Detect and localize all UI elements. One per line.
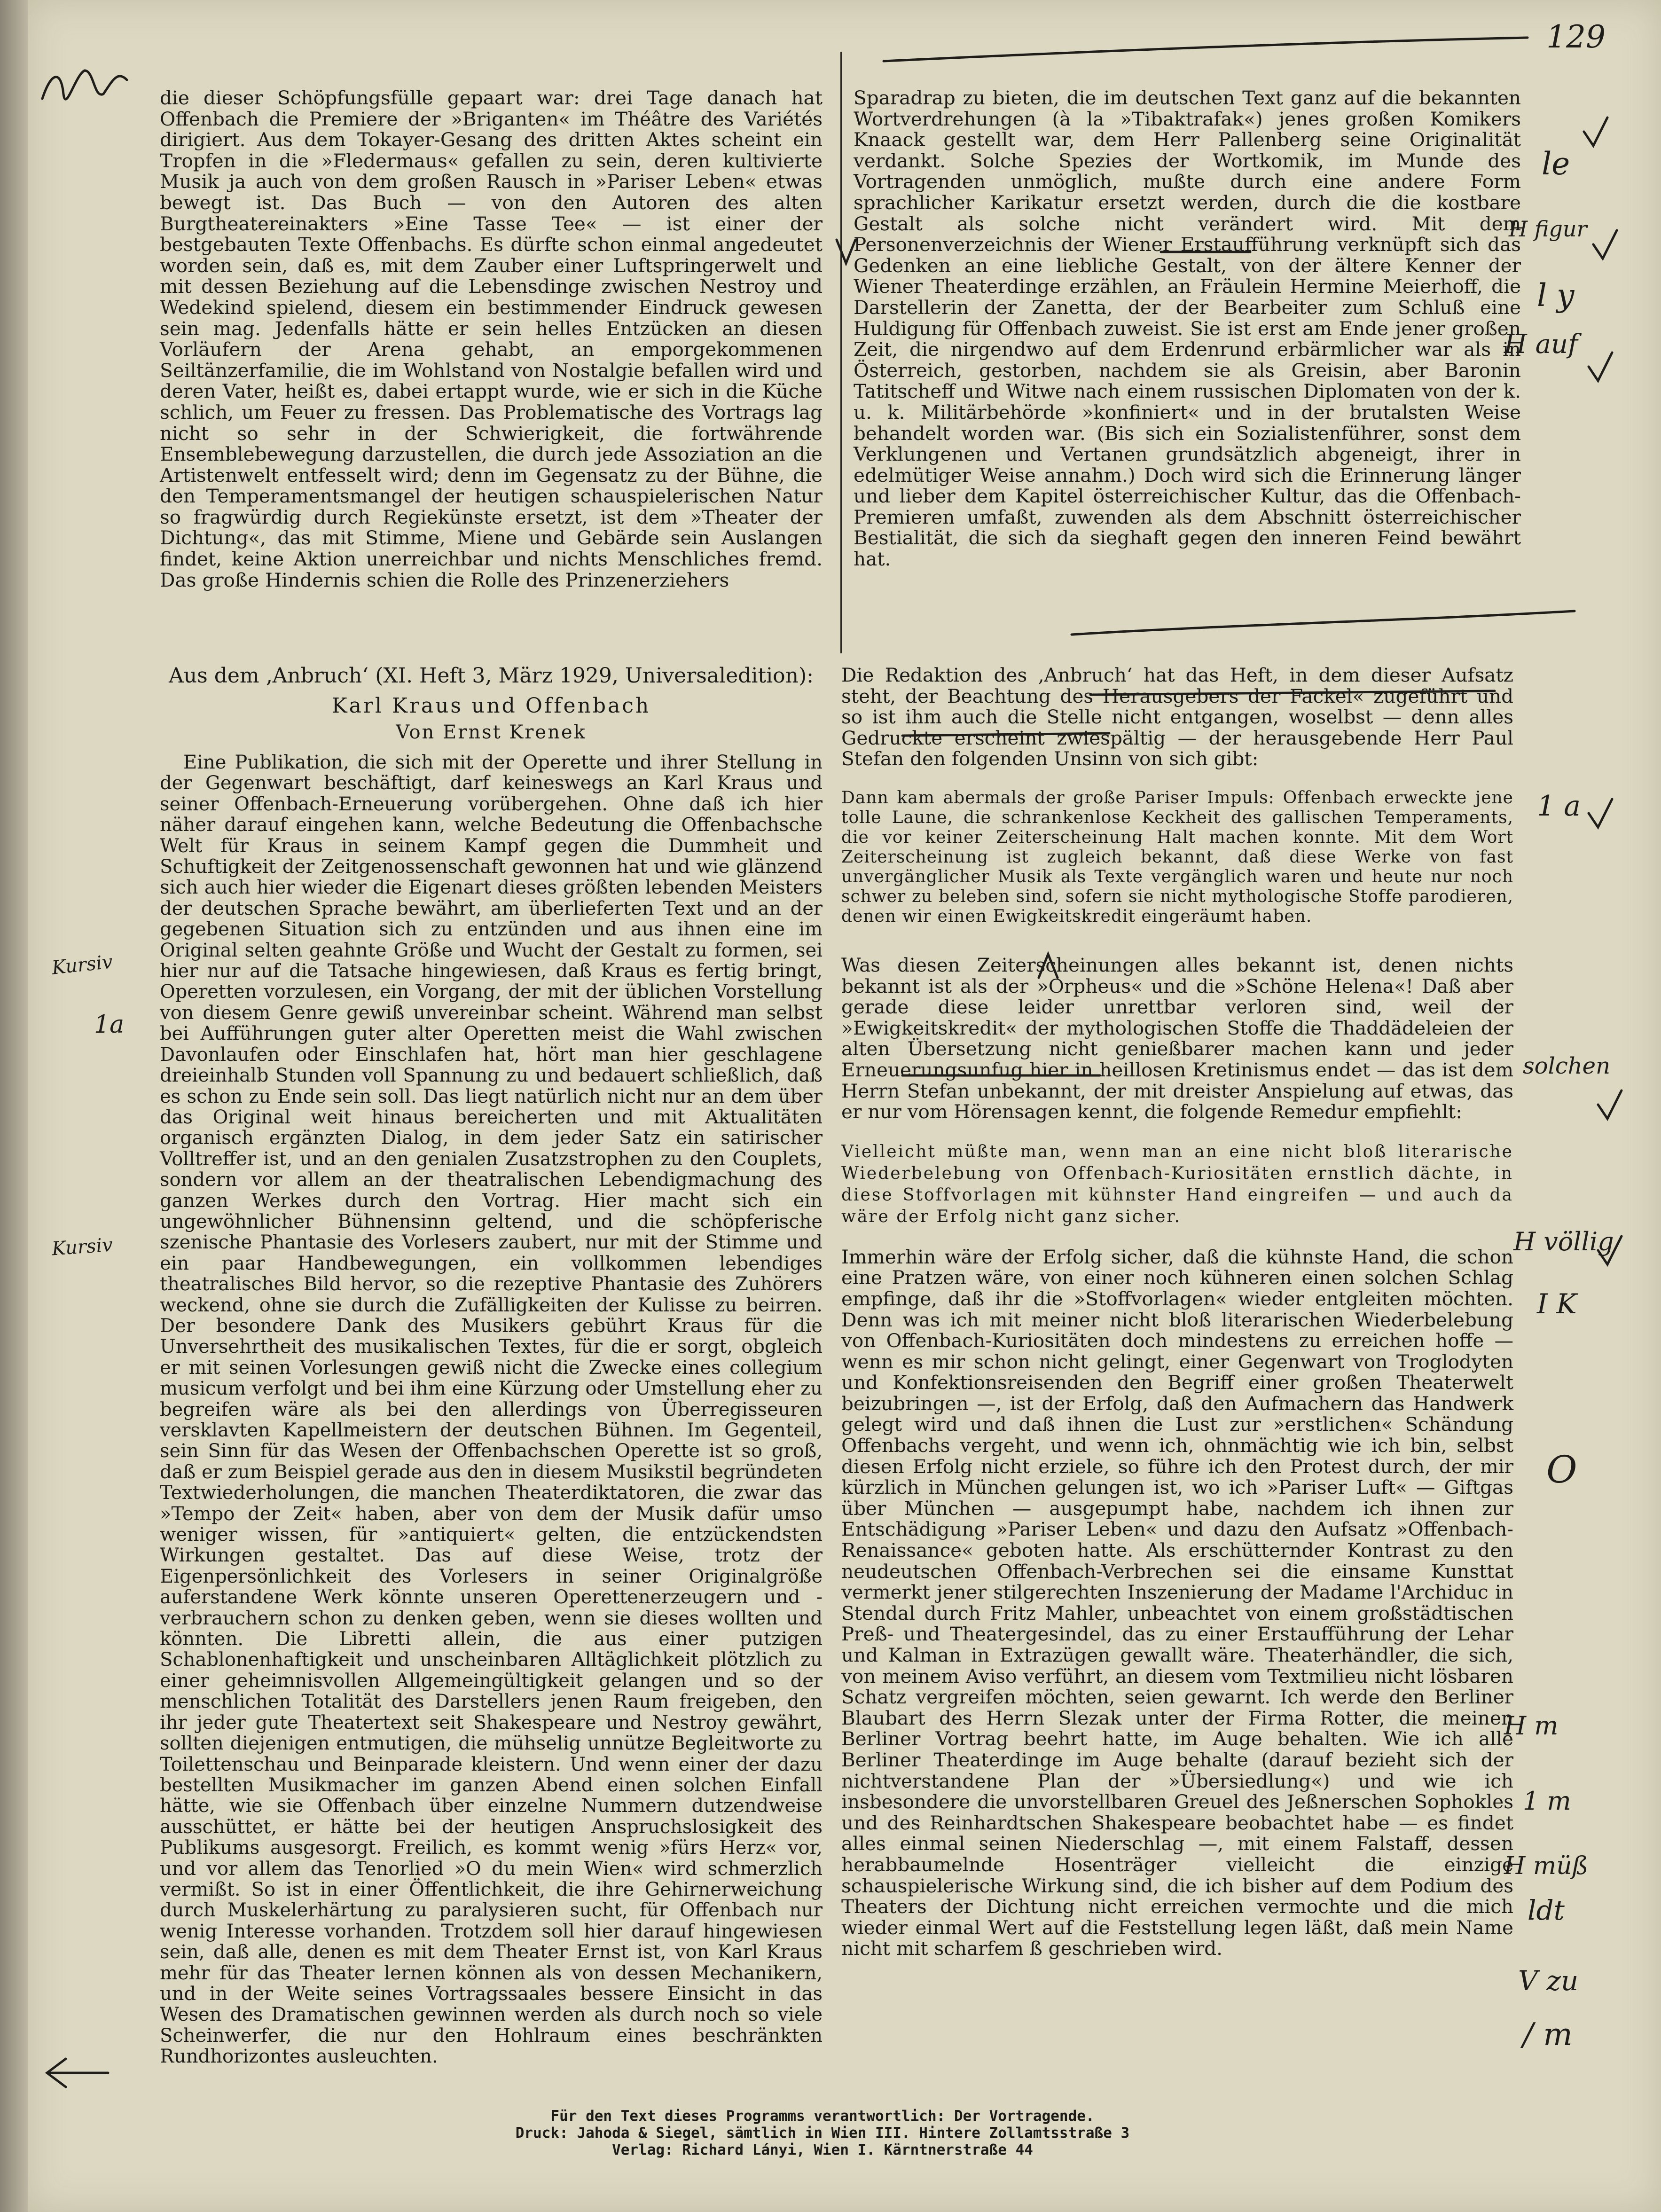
- bottom-right-column: [841, 665, 1513, 1959]
- article-author: Von Ernst Krenek: [396, 722, 587, 743]
- zeiterscheinungen-paragraph: Was diesen Zeiterscheinungen alles bekannt ist, denen nichts bekannt ist als der »Orpheus« und die »Schöne Helena«! Daß aber gerade diese leider unrettbar verloren sind, weil der »Ewigkeitskredit« der mythologischen Stoffe die Thaddädeleien der alten Übersetzung nicht genießbarer machen kann und jeder Erneuerungsunfug hier in heillosen Kretinismus endet — das ist dem Herrn Stefan unbekannt, der mit dreister Anspielung auf etwas, das er nur vom Hörensagen kennt, die folgende Remedur empfiehlt:: [841, 953, 1513, 1123]
- margin-note-ldt: ldt: [1528, 1894, 1565, 1926]
- margin-note-hm: H m: [1504, 1711, 1559, 1741]
- margin-note-hmuss: H müß: [1504, 1852, 1589, 1880]
- margin-note-ik: I K: [1537, 1288, 1577, 1320]
- footer-publisher: Verlag: Richard Lányi, Wien I. Kärntnerstraße 44: [612, 2141, 1033, 2158]
- margin-note-kursiv-1: Kursiv: [50, 951, 114, 979]
- margin-note-1m: 1 m: [1523, 1786, 1571, 1816]
- article-title: Karl Kraus und Offenbach: [331, 694, 651, 718]
- krenek-article-text: Eine Publikation, die sich mit der Operette und ihrer Stellung in der Gegenwart beschäftigt, darf keineswegs an Karl Kraus und seiner Offenbach-Erneuerung vorübergehen. Ohne daß ich hier näher darauf eingehen kann, welche Bedeutung die Offenbachsche Welt für Kraus in seinem Kampf gegen die Dummheit und Schuftigkeit der Zeitgenossenschaft gewonnen hat und wie glänzend sich auch hier wieder die Eigenart dieses größten lebenden Meisters der deutschen Sprache bewährt, am überlieferten Text und an der gegebenen Situation sich zu entzünden und aus ihnen eine im Original selten geahnte Größe und Wucht der Gestalt zu formen, sei hier nur auf die Tatsache hingewiesen, daß Kraus es fertig bringt, Operetten vorzulesen, ein Vorgang, der mit der üblichen Vorstellung von diesem Genre gewiß unvereinbar scheint. Während man selbst bei Aufführungen guter alter Operetten meist die Wahl zwischen Davonlaufen oder Einschlafen hat, hört man hier geschlagene dreieinhalb Stunden voll Spannung zu und bedauert schließlich, daß es schon zu Ende sein soll. Das liegt natürlich nicht nur an dem über das Original weit hinaus bereicherten und mit Aktualitäten organisch ergänzten Dialog, in dem jeder Satz ein satirischer Volltreffer ist, und an den genialen Zusatzstrophen zu den Couplets, sondern vor allem an der theatralischen Lebendigmachung des ganzen Werkes durch den Vortrag. Hier macht sich ein ungewöhnlicher Bühnensinn geltend, und die schöpferische szenische Phantasie des Vorlesers zaubert, nur mit der Stimme und ein paar Handbewegungen, ein vollkommen lebendiges theatralisches Bild hervor, so die rezeptive Phantasie des Zuhörers weckend, ohne sie durch die Zufälligkeiten der Kulisse zu beirren. Der besondere Dank des Musikers gebührt Kraus für die Unversehrtheit des musikalischen Textes, für die er sorgt, obgleich er mit seinen Vorlesungen gewiß nicht die Zwecke eines collegium musicum verfolgt und bei ihm eine Kürzung oder Umstellung eher zu begreifen wäre als bei den allerdings von Überregisseuren versklavten Kapellmeistern der deutschen Bühnen. Im Gegenteil, sein Sinn für das Wesen der Offenbachschen Operette ist so groß, daß er zum Beispiel gerade aus den in diesem Musikstil begründeten Textwiederholungen, die manchen Theaterdiktatoren, die zwar das »Tempo der Zeit« haben, aber von dem der Musik dafür umso weniger wissen, für »antiquiert« gelten, die entzückendsten Wirkungen gestaltet. Das auf diese Weise, trotz der Eigenpersönlichkeit des Vorlesers in seiner Originalgröße auferstandene Werk könnte unseren Operettenerzeugern und -verbrauchern schon zu denken geben, wenn sie dieses wollten und könnten. Die Libretti allein, die aus einer putzigen Schablonenhaftigkeit und unscheinbaren Alltäglichkeit plötzlich zu einer geheimnisvollen Allgemeingültigkeit gelangen und so der menschlichen Totalität des Darstellers jenen Raum freigeben, den ihr jeder gute Theatertext seit Shakespeare und Nestroy gewährt, sollten diejenigen entmutigen, die mühselig unnütze Begleitworte zu Toilettenschau und Beinparade kleistern. Und wenn einer der dazu bestellten Musikmacher im ganzen Abend einen solchen Einfall hätte, wie sie Offenbach über einzelne Nummern dutzendweise ausschüttet, er hätte bei der heutigen Anspruchslosigkeit des Publikums ausgesorgt. Freilich, es kommt wenig »fürs Herz« vor, und vor allem das Tenorlied »O du mein Wien« wird schmerzlich vermißt. So ist in einer Öffentlichkeit, die ihre Gehirnerweichung durch Muskelerhärtung zu paralysieren sucht, für Offenbach nur wenig Interesse vorhanden. Trotzdem soll hier darauf hingewiesen sein, daß alle, denen es mit dem Theater Ernst ist, von Karl Kraus mehr für das Theater lernen können als von dessen Mechanikern, und in der Weite seines Vortragssaales bessere Einsicht in das Wesen des Dramatischen gewinnen werden als durch noch so viele Scheinwerfer, die nur den Hohlraum eines beschränkten Rundhorizontes ausleuchten.: [160, 752, 823, 2068]
- margin-note-hfigur: H figur: [1509, 216, 1587, 242]
- margin-note-vzu: V zu: [1518, 1965, 1579, 1997]
- margin-note-ly: l y: [1537, 277, 1575, 314]
- margin-note-kursiv-2: Kursiv: [51, 1234, 114, 1260]
- top-left-column: [160, 87, 823, 590]
- page-binding-edge: [0, 0, 28, 2212]
- redaktion-paragraph: Die Redaktion des ‚Anbruch‘ hat das Heft, in dem dieser Aufsatz steht, der Beachtung des Herausgebers der Fackel« zugeführt und so ist ihm auch die Stelle nicht entgangen, woselbst — denn alles Gedruckte erscheint zwiespältig — der herausgebende Herr Paul Stefan den folgenden Unsinn von sich gibt:: [841, 664, 1513, 770]
- stefan-quote-2: Vielleicht müßte man, wenn man an eine nicht bloß literarische Wiederbelebung von Offenbach-Kuriositäten ernstlich dächte, in diese Stoffvorlagen mit kühnster Hand eingreifen — und auch da wäre der Erfolg nicht ganz sicher.: [841, 1142, 1513, 1226]
- column-divider: [840, 52, 842, 653]
- margin-note-voellig: H völlig: [1513, 1227, 1614, 1256]
- article-source: Aus dem ‚Anbruch‘ (XI. Heft 3, März 1929, Universaledition):: [169, 664, 814, 688]
- margin-note-le: le: [1542, 146, 1570, 182]
- stefan-quote-1: Dann kam abermals der große Pariser Impuls: Offenbach erweckte jene tolle Laune, die schrankenlose Keckheit des gallischen Temperaments, die vor keiner Zeiterscheinung Halt machen konnte. Mit dem Wort Zeiterscheinung ist zugleich bekannt, daß diese Werke von fast unvergänglicher Musik als Texte vergänglich waren und heute nur noch schwer zu beleben sind, sofern sie nicht mythologische Stoffe parodieren, denen wir einen Ewigkeitskredit eingeräumt haben.: [841, 788, 1513, 926]
- response-paragraph: Immerhin wäre der Erfolg sicher, daß die kühnste Hand, die schon eine Pratzen wäre, von einer noch kühneren einen solchen Schlag empfinge, daß ihr die »Stoffvorlagen« wieder entgleiten möchten. Denn was ich mit meiner nicht bloß literarischen Wiederbelebung von Offenbach-Kuriositäten doch mindestens zu erreichen hoffe — wenn es mir schon nicht gelingt, einer Gegenwart von Troglodyten und Konfektionsreisenden den Begriff einer großen Theaterwelt beizubringen —, ist der Erfolg, daß den Aufmachern das Handwerk gelegt wird und daß ihnen die Lust zur »erstlichen« Schändung Offenbachs vergeht, und wenn ich, ohnmächtig wie ich bin, selbst diesen Erfolg nicht erziele, so führe ich den Protest durch, der mir kürzlich in München gelungen ist, wo ich »Pariser Luft« — Giftgas über München — ausgepumpt habe, nachdem ich ihnen zur Entschädigung »Pariser Leben« und dazu den Aufsatz »Offenbach-Renaissance« geboten hatte. Als erschütternder Kontrast zu den neudeutschen Offenbach-Verbrechen sei die einsame Kunsttat vermerkt jener stilgerechten Inszenierung der Madame l'Archiduc in Stendal durch Fritz Mahler, unbeachtet von einem großstädtischen Preß- und Theatergesindel, das zu einer Erstaufführung der Lehar und Kalman in Extrazügen gewallt wäre. Theaterhändler, die sich, von meinem Aviso verführt, an diesem vom Textmilieu nicht lösbaren Schatz vergreifen möchten, seien gewarnt. Ich werde den Berliner Blaubart des Herrn Slezak unter der Firma Rotter, die meinen Berliner Vortrag beehrt hatte, im Auge behalten. Wie ich alle Berliner Theaterdinge im Auge behalte (darauf bezieht sich der nichtverstandene Plan der »Übersiedlung«) und wie ich insbesondere die unvorstellbaren Greuel des Jeßnerschen Sophokles und des Reinhardtschen Shakespeare beobachtet habe — es findet alles einmal seinen Niederschlag —, mit einem Falstaff, dessen herabbaumelnde Hosenträger vielleicht die einzige schauspielerische Wirkung sind, die ich bisher auf dem Podium des Theaters der Dichtung nicht erreichen vermochte und die mich wieder einmal Wert auf die Feststellung legen läßt, daß mein Name nicht mit scharfem ß geschrieben wird.: [841, 1245, 1513, 1960]
- imprint-footer: [423, 2108, 1222, 2158]
- margin-note-hauf: H auf: [1504, 329, 1578, 360]
- footer-printer: Druck: Jahoda & Siegel, sämtlich in Wien III. Hintere Zollamtsstraße 3: [515, 2125, 1130, 2141]
- page-number: 129: [1546, 19, 1606, 55]
- article-heading: [160, 663, 823, 745]
- margin-note-solchen: solchen: [1523, 1053, 1610, 1079]
- margin-note-1a-right: 1 a: [1537, 790, 1581, 823]
- margin-note-m: / m: [1523, 2016, 1573, 2053]
- margin-note-1a-left: 1a: [94, 1011, 125, 1039]
- margin-note-o: O: [1546, 1448, 1577, 1491]
- footer-responsible: Für den Text dieses Programms verantwortlich: Der Vortragende.: [550, 2108, 1095, 2125]
- top-left-paragraph: die dieser Schöpfungsfülle gepaart war: drei Tage danach hat Offenbach die Premiere der »Briganten« im Théâtre des Variétés dirigiert. Aus dem Tokayer-Gesang des dritten Aktes scheint ein Tropfen in die »Fledermaus« gefallen zu sein, deren kultivierte Musik ja auch von dem großen Rausch in »Pariser Leben« etwas bewegt ist. Das Buch — von den Autoren des alten Burgtheatereinakters »Eine Tasse Tee« — ist einer der bestgebauten Texte Offenbachs. Es dürfte schon einmal angedeutet worden sein, daß es, mit dem Zauber einer Luftspringerwelt und mit dessen Beziehung auf die Lebensdinge zwischen Nestroy und Wedekind spielend, diesem ein bestimmender Eindruck gewesen sein mag. Jedenfalls hätte er sein helles Entzücken an diesen Vorläufern der Arena gehabt, an emporgekommenen Seiltänzerfamilie, die im Wohlstand von Nostalgie befallen wird und deren Vater, heißt es, dabei ertappt wurde, wie er sich in die Küche schlich, um Feuer zu fressen. Das Problematische des Vortrags lag nicht so sehr in der Schwierigkeit, die fortwährende Ensemblebewegung darzustellen, die durch jede Assoziation an die Artistenwelt entfesselt wird; denn im Gegensatz zu der Bühne, die den Temperamentsmangel der heutigen schauspielerischen Natur so fragwürdig durch Regiekünste ersetzt, ist dem »Theater der Dichtung«, das mit Stimme, Miene und Gebärde sein Auslangen findet, keine Aktion unerreichbar und nichts Menschliches fremd. Das große Hindernis schien die Rolle des Prinzenerziehers: [160, 86, 823, 591]
- top-right-paragraph: Sparadrap zu bieten, die im deutschen Text ganz auf die bekannten Wortverdrehungen (à la »Tibaktrafak«) jenes großen Komikers Knaack gestellt war, dem Herr Pallenberg seine Originalität verdankt. Solche Spezies der Wortkomik, im Munde des Vortragenden unmöglich, mußte durch eine andere Form sprachlicher Karikatur ersetzt werden, durch die die kostbare Gestalt als solche nicht verändert wird. Mit dem Personenverzeichnis der Wiener Erstaufführung verknüpft sich das Gedenken an eine liebliche Gestalt, von der ältere Kenner der Wiener Theaterdinge erzählen, an Fräulein Hermine Meierhoff, die Darstellerin der Zanetta, der der Bearbeiter zum Schluß eine Huldigung für Offenbach zuweist. Sie ist erst am Ende jener großen Zeit, die nirgendwo auf dem Erdenrund erbärmlicher war als in Österreich, gestorben, nachdem sie als Greisin, aber Baronin Tatitscheff und Witwe nach einem russischen Diplomaten von der k. u. k. Militärbehörde »konfiniert« und in der brutalsten Weise behandelt worden war. (Bis sich ein Sozialistenführer, sonst dem Verklungenen und Vertanen grundsätzlich abgeneigt, ihrer in edelmütiger Weise annahm.) Doch wird sich die Erinnerung länger und lieber dem Kapitel österreichischer Kultur, das die Offenbach-Premieren umfaßt, zuwenden als dem Abschnitt österreichischer Bestialität, die sich da sieghaft gegen den inneren Feind bewährt hat.: [854, 86, 1521, 571]
- bottom-left-column: [160, 752, 823, 2067]
- top-right-column: [854, 87, 1521, 570]
